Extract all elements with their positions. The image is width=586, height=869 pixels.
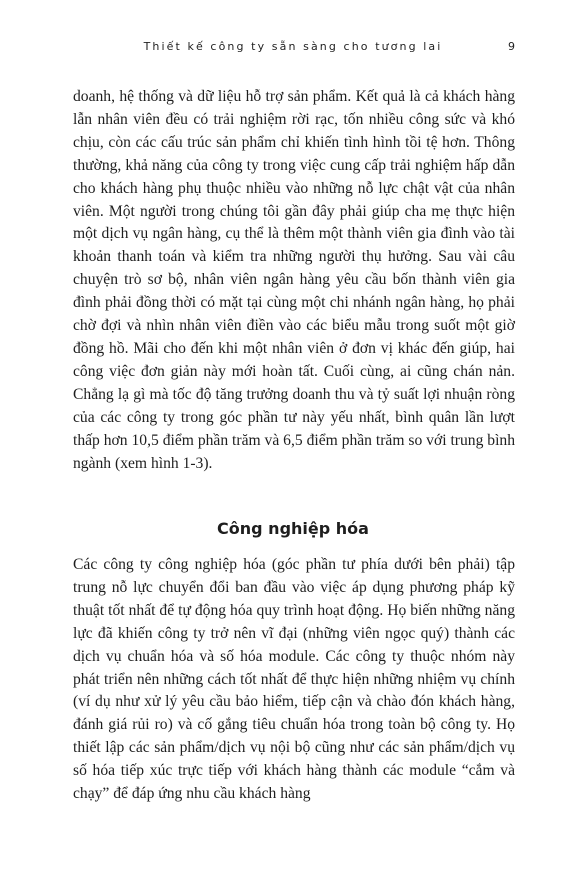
body-paragraph-1: doanh, hệ thống và dữ liệu hỗ trợ sản phẩm. Kết quả là cả khách hàng lẫn nhân viên đều có trải nghiệm rời rạc, tốn nhiều công sức và khó chịu, còn các cấu trúc sản phẩm chỉ khiến tình hình tồi tệ hơn. Thông thường, khả năng của công ty trong việc cung cấp trải nghiệm hấp dẫn cho khách hàng phụ thuộc nhiều vào những nỗ lực chật vật của nhân viên. Một người trong chúng tôi gần đây phải giúp cha mẹ thực hiện một dịch vụ ngân hàng, cụ thể là thêm một thành viên gia đình vào tài khoản thanh toán và kiểm tra những người thụ hưởng. Sau vài câu chuyện trò sơ bộ, nhân viên ngân hàng yêu cầu bốn thành viên gia đình phải đồng thời có mặt tại cùng một chi nhánh ngân hàng, họ phải chờ đợi và nhìn nhân viên điền vào các biểu mẫu trong suốt một giờ đồng hồ. Mãi cho đến khi một nhân viên ở đơn vị khác đến giúp, hai công việc đơn giản này mới hoàn tất. Cuối cùng, ai cũng chán nản. Chẳng lạ gì mà tốc độ tăng trưởng doanh thu và tỷ suất lợi nhuận ròng của các công ty trong góc phần tư này yếu nhất, bình quân lần lượt thấp hơn 10,5 điểm phần trăm và 6,5 điểm phần trăm so với trung bình ngành (xem hình 1-3). [73,88,515,472]
running-title: Thiết kế công ty sẵn sàng cho tương lai [143,40,443,53]
body-paragraph-2: Các công ty công nghiệp hóa (góc phần tư phía dưới bên phải) tập trung nỗ lực chuyển đổi ban đầu vào việc áp dụng phương pháp kỹ thuật tốt nhất để tự động hóa quy trình hoạt động. Họ biến những năng lực đã khiến công ty trở nên vĩ đại (những viên ngọc quý) thành các dịch vụ chuẩn hóa và số hóa module. Các công ty thuộc nhóm này phát triển nên những cách tốt nhất để thực hiện những nhiệm vụ chính (ví dụ như xử lý yêu cầu bảo hiểm, tiếp cận và chào đón khách hàng, đánh giá rủi ro) và cố gắng tiêu chuẩn hóa trong toàn bộ công ty. Họ thiết lập các sản phẩm/dịch vụ nội bộ cũng như các sản phẩm/dịch vụ số hóa tiếp xúc trực tiếp với khách hàng thành các module “cắm và chạy” để đáp ứng nhu cầu khách hàng [73,556,515,803]
section-heading: Công nghiệp hóa [217,519,369,538]
page-number: 9 [508,40,515,53]
running-head [0,40,586,60]
